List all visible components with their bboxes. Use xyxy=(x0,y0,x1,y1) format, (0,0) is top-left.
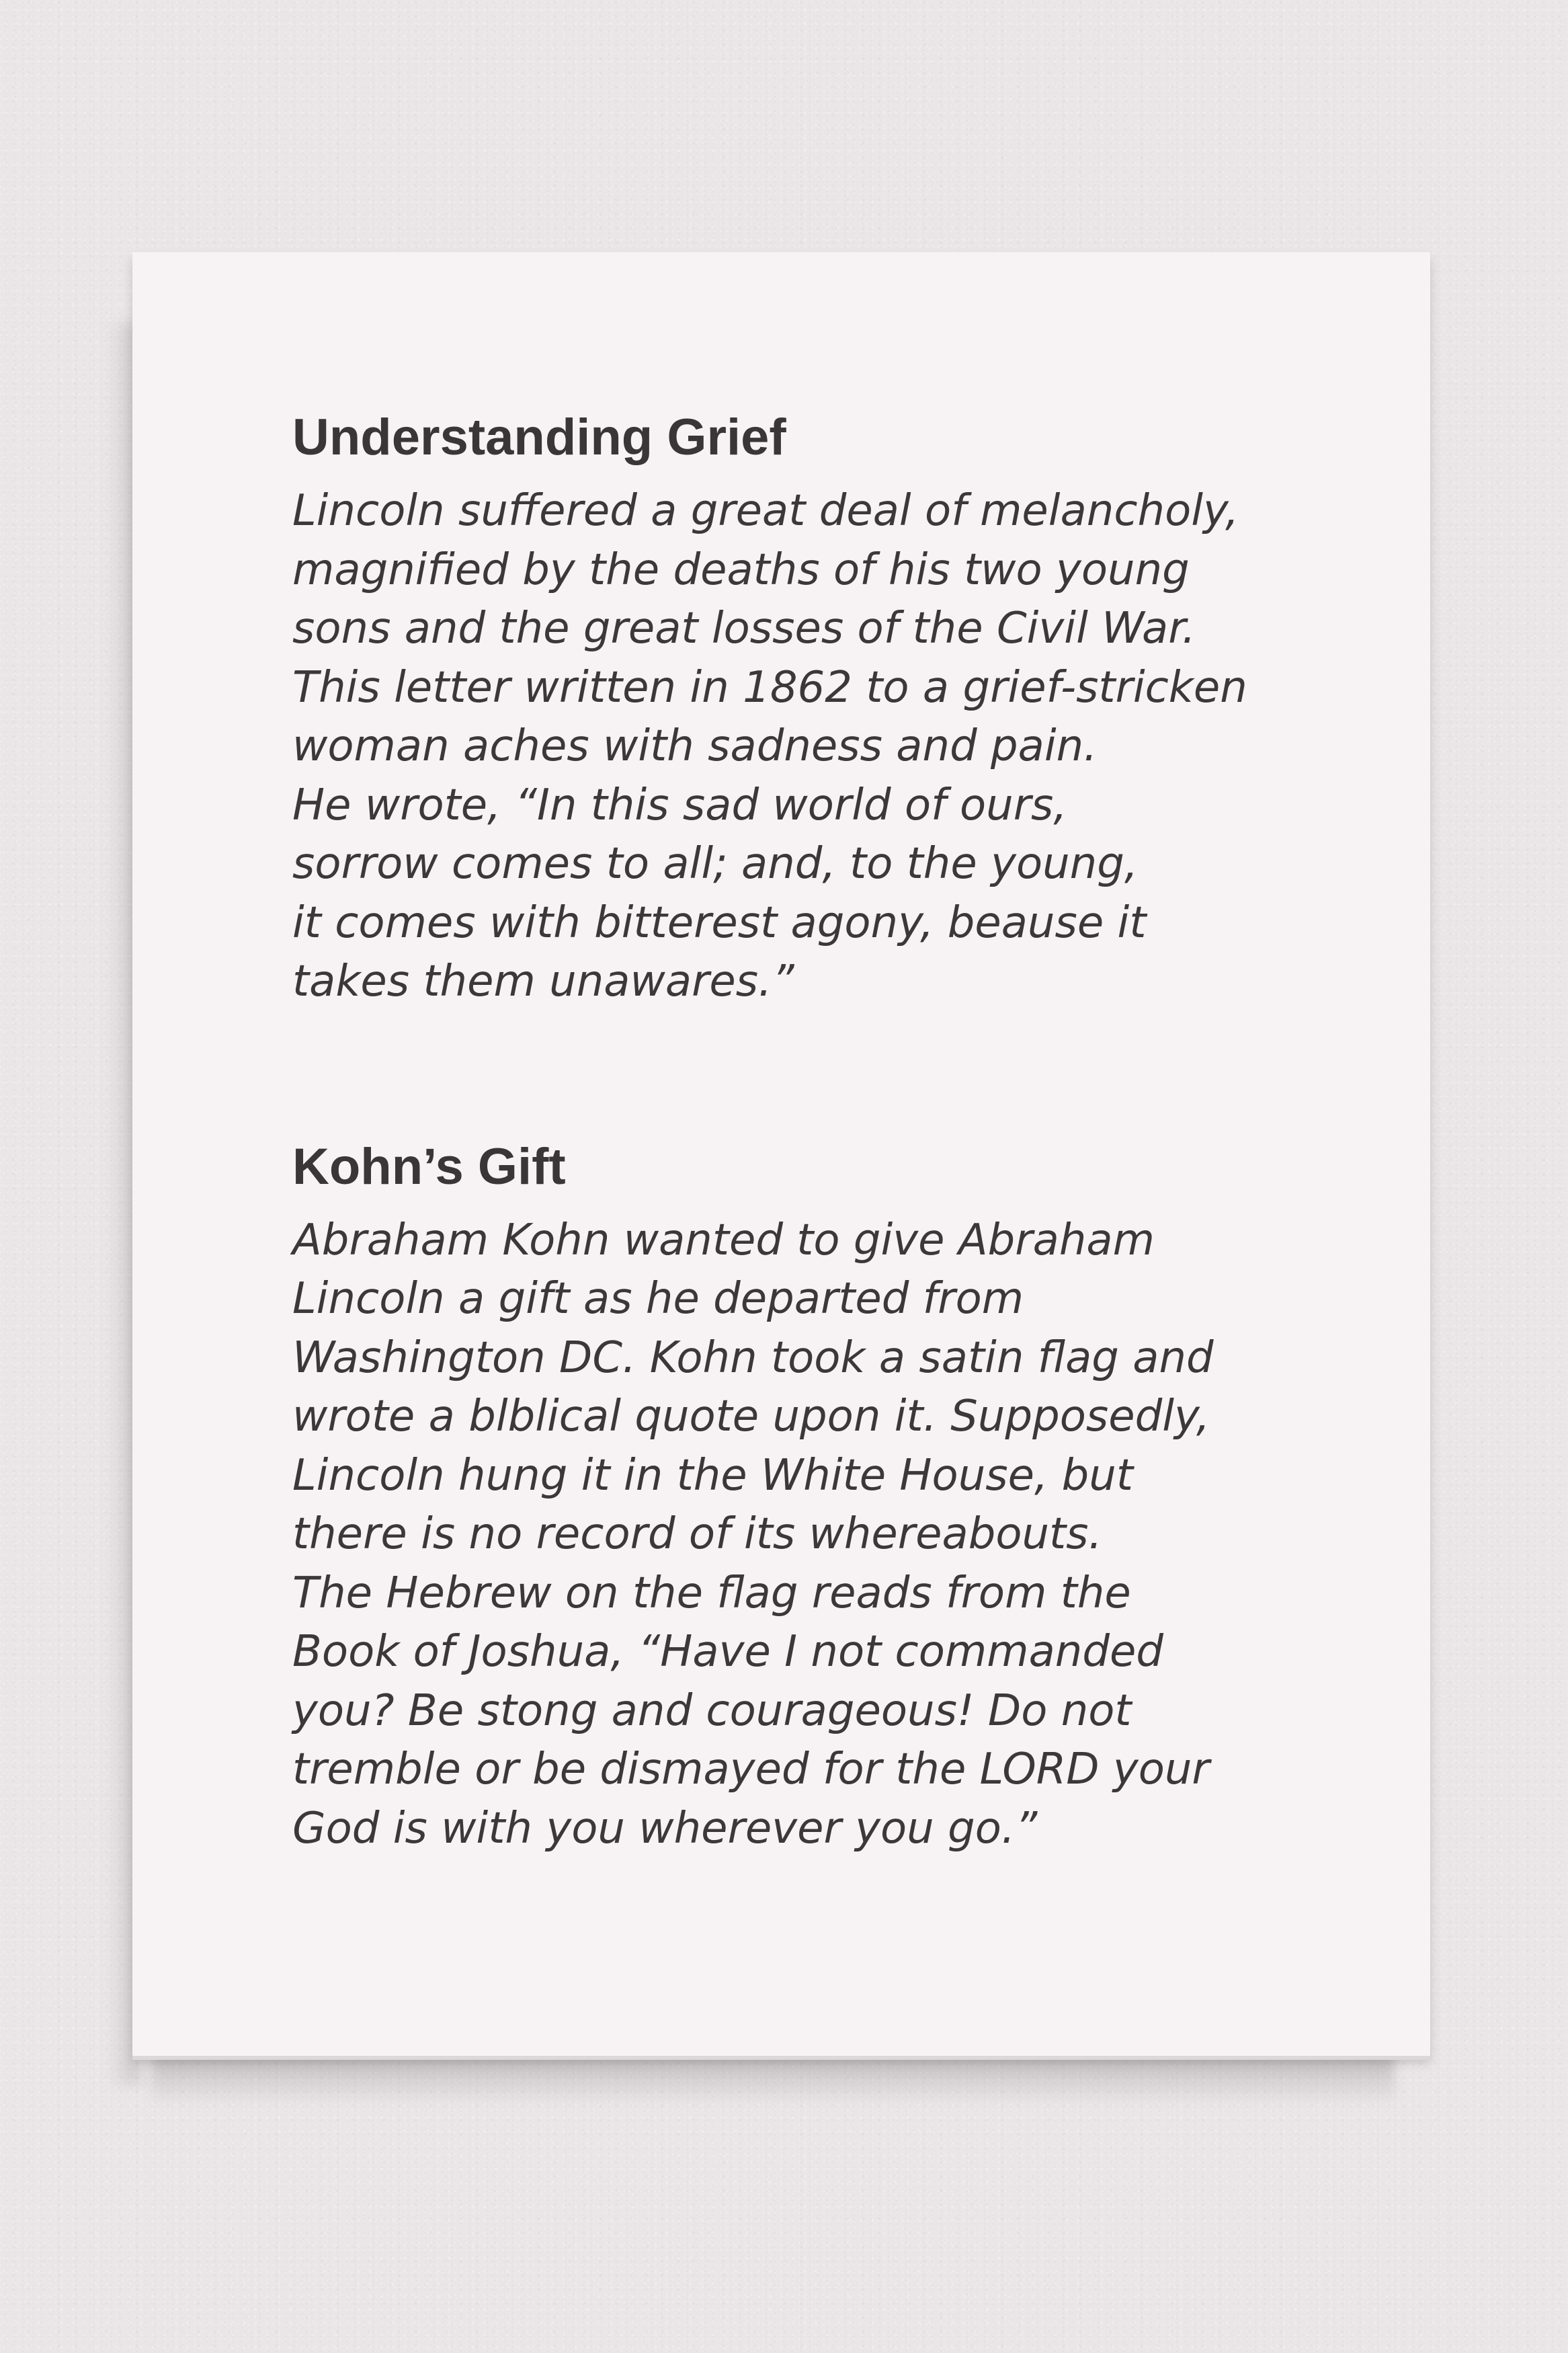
placard-content xyxy=(292,407,1401,1858)
body-line: God is with you wherever you go.” xyxy=(292,1803,1038,1853)
body-line: The Hebrew on the flag reads from the xyxy=(292,1568,1131,1618)
body-line: it comes with bitterest agony, beause it xyxy=(292,898,1147,948)
body-line: there is no record of its whereabouts. xyxy=(292,1509,1102,1559)
body-line: wrote a blblical quote upon it. Supposedly, xyxy=(292,1392,1210,1441)
body-line: This letter written in 1862 to a grief-stricken xyxy=(292,662,1247,713)
section-kohns-gift xyxy=(292,1136,1401,1859)
body-line: Lincoln hung it in the White House, but xyxy=(292,1450,1133,1501)
body-line: Abraham Kohn wanted to give Abraham xyxy=(292,1215,1155,1265)
body-line: sorrow comes to all; and, to the young, xyxy=(292,839,1139,889)
section-body xyxy=(292,482,1401,1012)
section-understanding-grief xyxy=(292,407,1401,1012)
body-line: Lincoln a gift as he departed from xyxy=(292,1274,1024,1324)
body-line: Book of Joshua, “Have I not commanded xyxy=(292,1627,1163,1677)
body-line: Lincoln suffered a great deal of melancholy, xyxy=(292,486,1239,536)
body-line: He wrote, “In this sad world of ours, xyxy=(292,780,1067,830)
body-line: you? Be stong and courageous! Do not xyxy=(292,1685,1132,1736)
body-line: Washington DC. Kohn took a satin flag and xyxy=(292,1332,1214,1383)
body-line: woman aches with sadness and pain. xyxy=(292,721,1098,771)
section-heading: Kohn’s Gift xyxy=(292,1138,566,1195)
section-body xyxy=(292,1211,1401,1859)
body-line: magnified by the deaths of his two young xyxy=(292,545,1190,595)
section-heading: Understanding Grief xyxy=(292,409,786,466)
section-spacer xyxy=(292,1012,1401,1136)
exhibit-placard xyxy=(132,252,1430,2056)
body-line: takes them unawares.” xyxy=(292,957,794,1006)
body-line: tremble or be dismayed for the LORD your xyxy=(292,1745,1210,1794)
body-line: sons and the great losses of the Civil War. xyxy=(292,604,1196,653)
